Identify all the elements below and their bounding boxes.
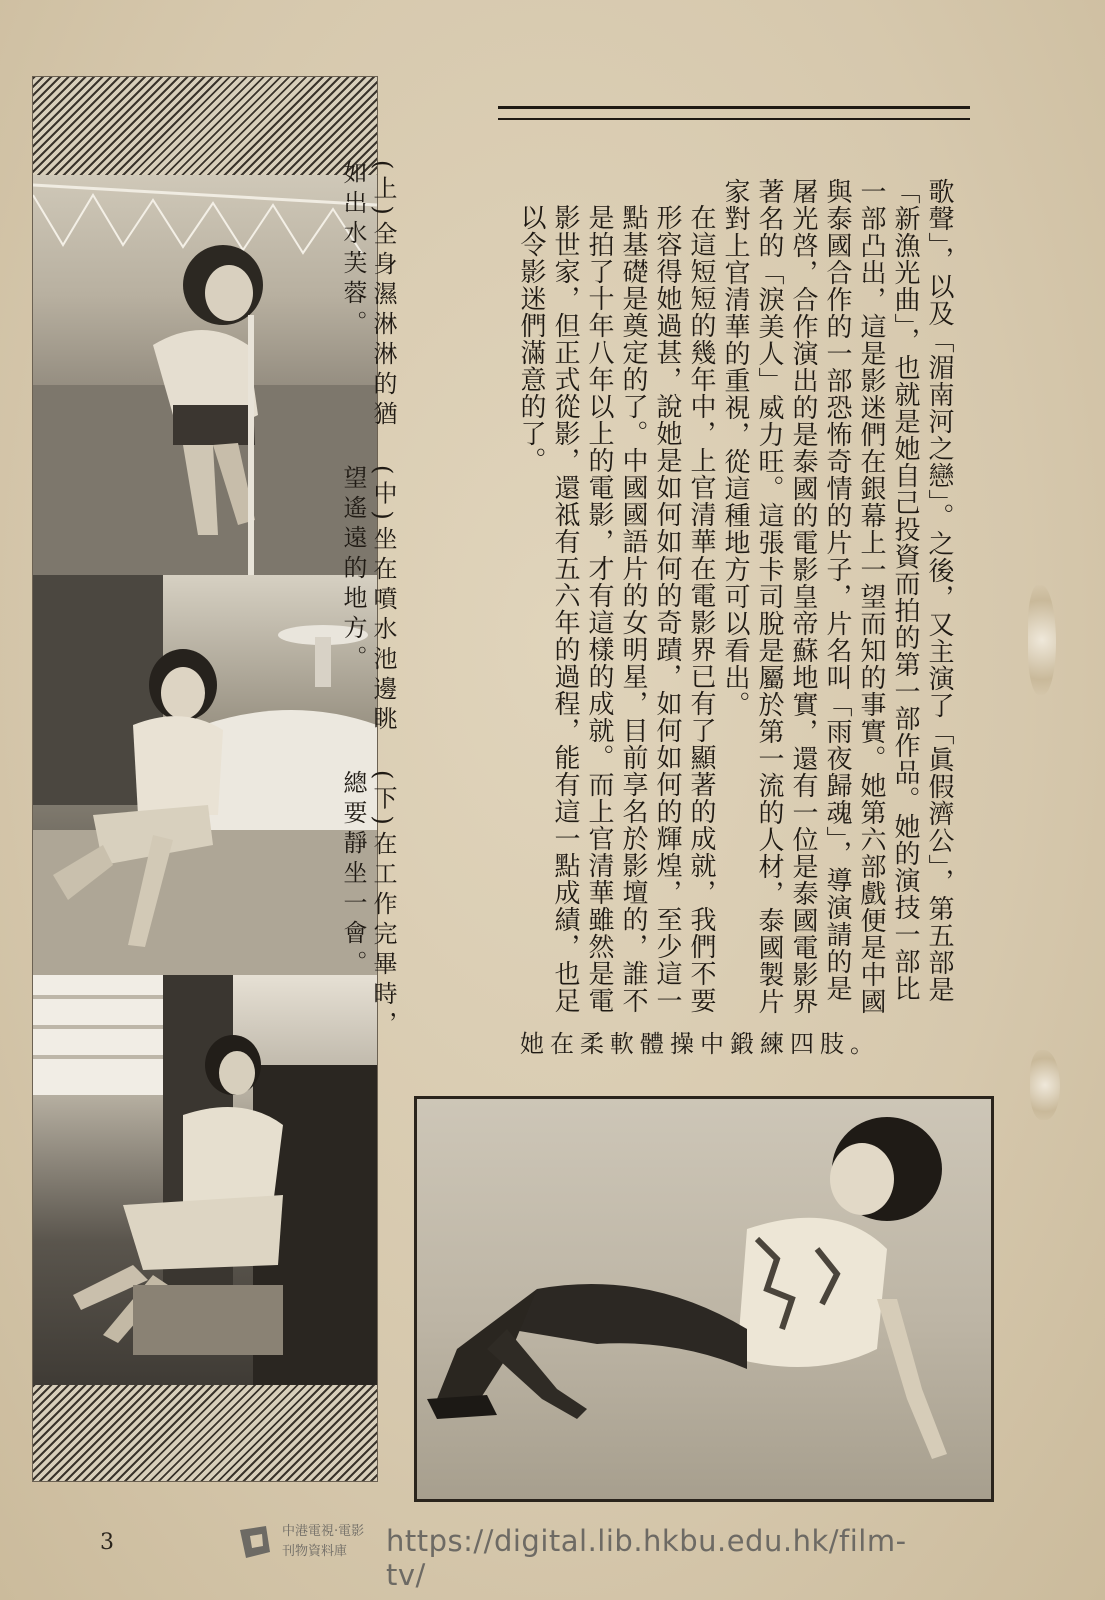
photo-strip <box>32 76 378 1482</box>
photo-middle-scene <box>33 575 377 975</box>
archive-org-line1: 中港電視·電影 <box>282 1524 365 1539</box>
paper-stain-2 <box>1030 1050 1060 1120</box>
caption-bottom-text: 在工作完畢時，總要靜坐一會。 <box>339 770 397 1041</box>
caption-middle-text: 坐在噴水池邊眺望遙遠的地方。 <box>339 465 397 736</box>
caption-middle-marker: (中) <box>369 465 397 526</box>
archive-url[interactable]: https://digital.lib.hkbu.edu.hk/film-tv/ <box>386 1524 907 1592</box>
photo-middle <box>33 575 377 975</box>
photo-exercise-scene <box>417 1099 991 1499</box>
article-paragraph-1: 歌聲」，以及「湄南河之戀」。之後，又主演了「眞假濟公」，第五部是「新漁光曲」，也就是她自己投資而拍的第一部作品。她的演技一部比一部凸出，這是影迷們在銀幕上一望而知的事實。她第六部戲便是中國與泰國合作的一部恐怖奇情的片子，片名叫「雨夜歸魂」，導演請的是屠光啓，合作演出的是泰國的電影皇帝蘇地實，還有一位是泰國電影界著名的「淚美人」威力旺。這張卡司脫是屬於第一流的人材，泰國製片家對上官清華的重視，從這種地方可以看出。 <box>720 178 954 1015</box>
archive-org <box>282 1522 364 1562</box>
caption-top-text: 全身濕淋淋的猶如出水芙蓉。 <box>339 160 397 431</box>
caption-bottom <box>338 770 398 1060</box>
paper-stain-1 <box>1028 585 1056 695</box>
hatch-border-bottom <box>33 1385 377 1481</box>
article-body <box>516 178 956 1018</box>
photo-bottom-scene <box>33 975 377 1385</box>
article-paragraph-2: 在這短短的幾年中，上官清華在電影界已有了顯著的成就，我們不要形容得她過甚，說她是如何如何的奇蹟，如何如何的輝煌，至少這一點基礎是奠定的了。中國國語片的女明星，目前享名於影壇的，誰不是拍了十年八年以上的電影，才有這樣的成就。而上官清華雖然是電影世家，但正式從影，還祗有五六年的過程，能有這一點成績，也足以令影迷們滿意的了。 <box>516 204 716 1014</box>
header-rule-thin <box>498 118 970 120</box>
caption-top-marker: (上) <box>369 160 397 221</box>
photo-bottom <box>33 975 377 1385</box>
header-rule-thick <box>498 106 970 109</box>
hatch-border-top <box>33 77 377 175</box>
page-number: 3 <box>100 1530 114 1555</box>
photo-top-scene <box>33 175 377 575</box>
caption-top <box>338 160 398 450</box>
photo-exercise <box>414 1096 994 1502</box>
archive-watermark <box>236 1518 907 1592</box>
archive-org-line2: 刊物資料庫 <box>282 1544 348 1559</box>
big-photo-caption: 她在柔軟體操中鍛練四肢。 <box>520 1030 880 1058</box>
archive-logo-icon <box>236 1522 274 1562</box>
caption-bottom-marker: (下) <box>369 770 397 831</box>
caption-middle <box>338 465 398 755</box>
photo-top <box>33 175 377 575</box>
